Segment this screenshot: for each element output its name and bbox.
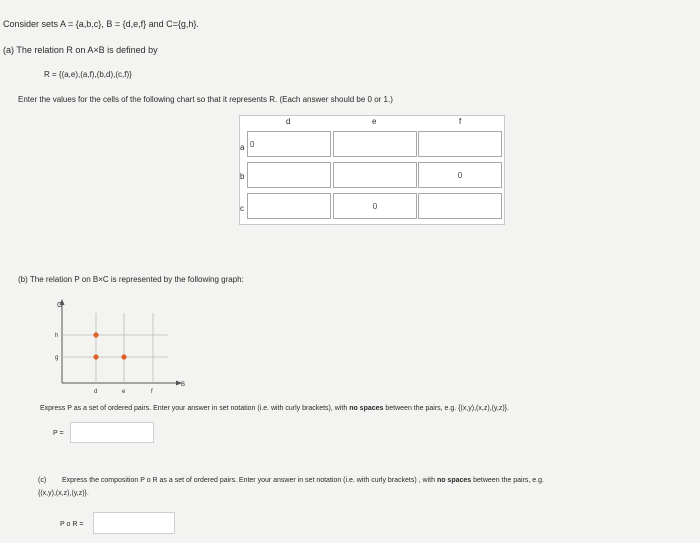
por-answer-label: P o R = — [60, 521, 84, 528]
cell-b-f[interactable]: 0 — [418, 162, 502, 188]
graph-point-d-g — [93, 354, 98, 359]
graph-point-e-g — [121, 354, 126, 359]
cell-a-d[interactable]: 0 — [247, 131, 331, 157]
x-tick-f: f — [151, 389, 153, 395]
graph-point-d-h — [93, 332, 98, 337]
p-answer-input[interactable] — [70, 422, 154, 443]
part-c-label: (c) — [38, 477, 47, 484]
relation-r: R = {(a,e),(a,f),(b,d),(c,f)} — [44, 70, 132, 79]
part-a-instruction: Enter the values for the cells of the following chart so that it represents R. (Each answer should be 0 or 1.) — [18, 95, 393, 104]
cell-b-e[interactable] — [333, 162, 417, 188]
cell-a-f[interactable] — [418, 131, 502, 157]
relation-graph — [50, 295, 200, 395]
part-b-instruction: Express P as a set of ordered pairs. Enter your answer in set notation (i.e. with curly brackets), with no spaces between the pairs, e.g. {(x,y),(x,z),(y,z)}. — [40, 405, 509, 412]
graph-points — [93, 332, 126, 359]
por-answer-input[interactable] — [93, 512, 175, 534]
p-answer-label: P = — [53, 430, 64, 437]
cell-c-e[interactable]: 0 — [333, 193, 417, 219]
cell-c-f[interactable] — [418, 193, 502, 219]
cell-b-d[interactable] — [247, 162, 331, 188]
part-c-example: {(x,y),(x,z),(y,z)}. — [38, 490, 89, 497]
y-axis-label: C — [57, 302, 63, 309]
part-a-heading: (a) The relation R on A×B is defined by — [3, 45, 158, 55]
cell-c-d[interactable] — [247, 193, 331, 219]
cell-a-e[interactable] — [333, 131, 417, 157]
intro-text: Consider sets A = {a,b,c}, B = {d,e,f} and C={g,h}. — [3, 19, 199, 29]
part-b-heading: (b) The relation P on B×C is represented by the following graph: — [18, 275, 244, 284]
x-tick-d: d — [94, 389, 98, 395]
x-tick-e: e — [122, 389, 126, 395]
row-header-a: a — [240, 143, 245, 152]
row-header-b: b — [240, 172, 245, 181]
col-header-f: f — [459, 117, 462, 126]
y-tick-h: h — [55, 333, 59, 339]
part-c-instruction: Express the composition P o R as a set of ordered pairs. Enter your answer in set notation (i.e. with curly brackets) , with no spaces between the pairs, e.g. — [62, 477, 544, 484]
col-header-e: e — [372, 117, 377, 126]
row-header-c: c — [240, 204, 244, 213]
x-axis-label: B — [181, 382, 186, 388]
y-tick-g: g — [55, 355, 59, 361]
col-header-d: d — [286, 117, 291, 126]
